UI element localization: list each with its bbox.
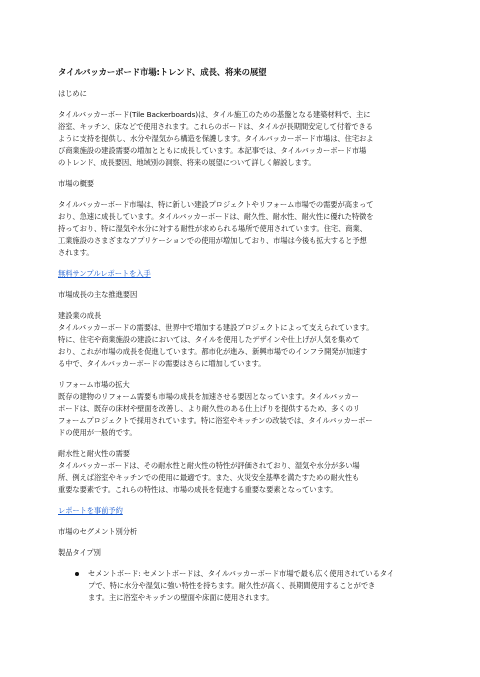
construction-heading: 建設業の成長 <box>58 311 102 320</box>
durability-line: 所、例えば浴室やキッチンでの使用に最適です。また、火災安全基準を満たすための耐火性も <box>58 473 360 482</box>
overview-line: 工業施設のさまざまなアプリケーションでの使用が増加しており、市場は今後も拡大すると予想 <box>58 236 367 245</box>
reform-line: フォームプロジェクトで採用されています。特に浴室やキッチンの改装では、タイルバッカーボー <box>58 416 373 425</box>
intro-paragraph <box>58 109 428 169</box>
bullet-line: プで、特に水分や湿気に強い特性を持ちます。耐久性が高く、長期間使用することができ <box>88 581 376 590</box>
document-page <box>58 66 428 604</box>
construction-line: タイルバッカーボードの需要は、世界中で増加する建設プロジェクトによって支えられています。 <box>58 323 374 332</box>
bullet-line: ます。主に浴室やキッチンの壁面や床面に使用されます。 <box>88 593 274 602</box>
drivers-heading: 市場成長の主な推進要因 <box>58 290 138 299</box>
intro-line: 浴室、キッチン、床などで使用されます。これらのボードは、タイルが長期間安定して付着できる <box>58 122 373 131</box>
bullet-item-cement-board <box>58 568 428 604</box>
intro-heading: はじめに <box>58 89 87 98</box>
overview-line: されます。 <box>58 248 94 257</box>
durability-heading: 耐水性と耐火性の需要 <box>58 449 130 458</box>
construction-line: おり、これが市場の成長を促進しています。都市化が進み、新興市場でのインフラ開発が加速す <box>58 347 368 356</box>
pre-order-report-link[interactable]: レポートを事前予約 <box>58 506 123 515</box>
durability-line: タイルバッカーボードは、その耐水性と耐火性の特性が評価されており、湿気や水分が多い場 <box>58 461 360 470</box>
overview-line: 持っており、特に湿気や水分に対する耐性が求められる場所で使用されています。住宅、商業、 <box>58 224 367 233</box>
construction-line: 特に、住宅や商業施設の建設においては、タイルを使用したデザインや仕上げが人気を集めて <box>58 335 360 344</box>
document-title: タイルバッカーボード市場:トレンド、成長、将来の展望 <box>58 67 267 77</box>
reform-line: ボードは、既存の床材や壁面を改善し、より耐久性のある仕上げりを提供するため、多くのリ <box>58 404 360 413</box>
construction-line: る中で、タイルバッカーボードの需要はさらに増加しています。 <box>58 359 266 368</box>
free-sample-report-link[interactable]: 無料サンプルレポートを入手 <box>58 269 151 278</box>
intro-line: び商業施設の建設需要の増加とともに成長しています。本記事では、タイルバッカーボード市場 <box>58 146 367 155</box>
bullet-line: セメントボード: セメントボードは、タイルバッカーボード市場で最も広く使用されているタイ <box>88 569 395 578</box>
durability-paragraph <box>58 460 428 496</box>
segment-heading: 市場のセグメント別分析 <box>58 527 138 536</box>
construction-paragraph <box>58 322 428 370</box>
reform-line: ドの使用が一般的です。 <box>58 428 137 437</box>
intro-line: ように支持を提供し、水分や湿気から構造を保護します。タイルバッカーボード市場は、住宅およ <box>58 134 374 143</box>
reform-paragraph <box>58 391 428 439</box>
overview-line: おり、急速に成長しています。タイルバッカーボードは、耐久性、耐水性、耐火性に優れた特徴を <box>58 212 374 221</box>
intro-line: のトレンド、成長要因、地域別の洞察、将来の展望について詳しく解説します。 <box>58 158 316 167</box>
bullet-icon <box>75 572 79 576</box>
reform-heading: リフォーム市場の拡大 <box>58 380 130 389</box>
durability-line: 重要な要素です。これらの特性は、市場の成長を促進する重要な要素となっています。 <box>58 485 338 494</box>
overview-heading: 市場の概要 <box>58 179 94 188</box>
intro-line: タイルバッカーボード(Tile Backerboards)は、タイル施工のための基盤となる建築材料で、主に <box>58 110 371 119</box>
product-type-heading: 製品タイプ別 <box>58 548 101 557</box>
overview-line: タイルバッカーボード市場は、特に新しい建設プロジェクトやリフォーム市場での需要が高まって <box>58 200 374 209</box>
overview-paragraph <box>58 199 428 259</box>
reform-line: 既存の建物のリフォーム需要も市場の成長を加速させる要因となっています。タイルバッカー <box>58 392 359 401</box>
